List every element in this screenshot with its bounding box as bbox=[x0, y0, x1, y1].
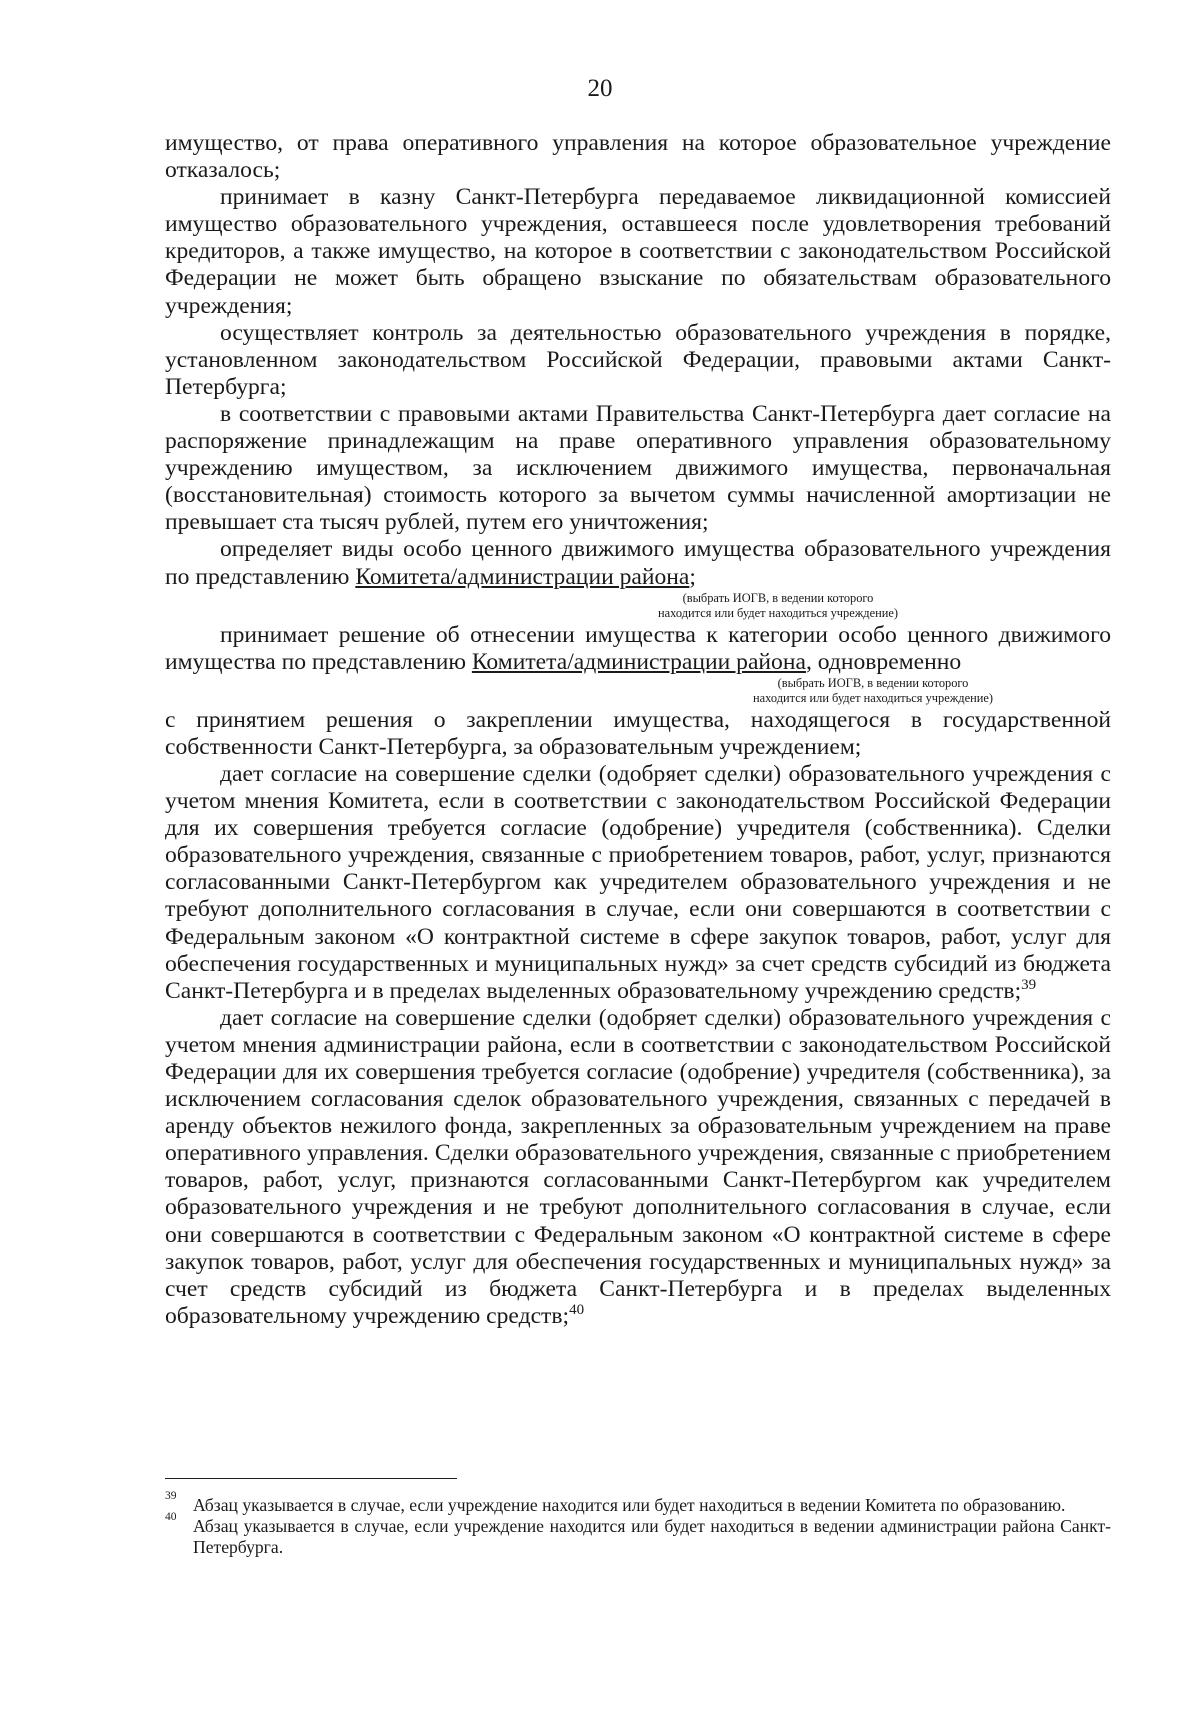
paragraph-deal-consent-administration bbox=[165, 1005, 1111, 1330]
paragraph-property-refused: имущество, от права оперативного управления на которое образовательное учреждение отказалось; bbox=[165, 130, 1111, 184]
placeholder-committee-administration: Комитета/администрации района bbox=[355, 563, 690, 590]
hint-line: находится или будет находиться учреждение) bbox=[658, 606, 898, 621]
paragraph-treasury-acceptance: принимает в казну Санкт-Петербурга передаваемое ликвидационной комиссией имущество образовательного учреждения, оставшееся после удовлетворения требований кредиторов, а также имущество, на которое в соответствии с законодательством Российской Федерации не может быть обращено взыскание по обязательствам образовательного учреждения; bbox=[165, 184, 1111, 319]
paragraph-text: определяет виды особо ценного движимого имущества образовательного учреждения по представлению bbox=[165, 536, 1111, 590]
paragraph-text: дает согласие на совершение сделки (одобряет сделки) образовательного учреждения с учетом мнения администрации района, если в соответствии с законодательством Российской Федерации для их совершения требуется согласие (одобрение) учредителя (собственника), за исключением согласования сделок образовательного учреждения, связанных с передачей в аренду объектов нежилого фонда, закрепленных за образовательным учреждением на праве оперативного управления. Сделки образовательного учреждения, связанные с приобретением товаров, работ, услуг, признаются согласованными Санкт-Петербургом как учредителем образовательного учреждения и не требуют дополнительного согласования в случае, если они совершаются в соответствии с Федеральным законом «О контрактной системе в сфере закупок товаров, работ, услуг для обеспечения государственных и муниципальных нужд» за счет средств субсидий из бюджета Санкт-Петербурга и в пределах выделенных образовательному учреждению средств; bbox=[165, 1004, 1111, 1329]
paragraph-text: , одновременно bbox=[805, 648, 962, 675]
footnote-number: 40 bbox=[165, 1511, 177, 1524]
paragraph-text: принимает решение об отнесении имущества к категории особо ценного движимого имущества по представлению bbox=[165, 621, 1111, 675]
footnote-text: Абзац указывается в случае, если учреждение находится или будет находиться в ведении Комитета по образованию. bbox=[193, 1495, 1066, 1515]
paragraph-category-decision bbox=[165, 622, 1111, 676]
footnote-reference: 40 bbox=[569, 1301, 585, 1318]
footnote-item bbox=[165, 1511, 1111, 1558]
placeholder-committee-administration: Комитета/администрации района bbox=[471, 648, 806, 675]
paragraph-text: дает согласие на совершение сделки (одобряет сделки) образовательного учреждения с учетом мнения Комитета, если в соответствии с законодательством Российской Федерации для их совершения требуется согласие (одобрение) учредителя (собственника). Сделки образовательного учреждения, связанные с приобретением товаров, работ, услуг, признаются согласованными Санкт-Петербургом как учредителем образовательного учреждения и не требуют дополнительного согласования в случае, если они совершаются в соответствии с Федеральным законом «О контрактной системе в сфере закупок товаров, работ, услуг для обеспечения государственных и муниципальных нужд» за счет средств субсидий из бюджета Санкт-Петербурга и в пределах выделенных образовательному учреждению средств; bbox=[165, 760, 1111, 1004]
footnote-item bbox=[165, 1490, 1111, 1516]
footnote-divider bbox=[165, 1478, 457, 1479]
placeholder-hint bbox=[165, 676, 1111, 707]
hint-line: находится или будет находиться учреждение) bbox=[753, 691, 993, 706]
paragraph-control: осуществляет контроль за деятельностью образовательного учреждения в порядке, установленном законодательством Российской Федерации, правовыми актами Санкт-Петербурга; bbox=[165, 319, 1111, 400]
paragraph-text: ; bbox=[689, 563, 696, 590]
paragraph-assignment-decision: с принятием решения о закреплении имущества, находящегося в государственной собственности Санкт-Петербурга, за образовательным учреждением; bbox=[165, 706, 1111, 760]
footnote-reference: 39 bbox=[1021, 976, 1037, 993]
paragraph-deal-consent-committee bbox=[165, 761, 1111, 1005]
hint-line: (выбрать ИОГВ, в ведении которого bbox=[682, 590, 874, 605]
page-number: 20 bbox=[587, 75, 613, 102]
paragraph-valuable-property-types bbox=[165, 536, 1111, 590]
paragraph-disposal-consent: в соответствии с правовыми актами Правительства Санкт-Петербурга дает согласие на распоряжение принадлежащим на праве оперативного управления образовательному учреждению имуществом, за исключением движимого имущества, первоначальная (восстановительная) стоимость которого за вычетом суммы начисленной амортизации не превышает ста тысяч рублей, путем его уничтожения; bbox=[165, 400, 1111, 536]
footnote-number: 39 bbox=[165, 1490, 177, 1502]
footnotes bbox=[165, 1490, 1111, 1559]
footnote-text: Абзац указывается в случае, если учреждение находится или будет находиться в ведении администрации района Санкт-Петербурга. bbox=[193, 1516, 1111, 1558]
placeholder-hint bbox=[165, 591, 1111, 622]
hint-line: (выбрать ИОГВ, в ведении которого bbox=[777, 675, 969, 690]
document-body bbox=[165, 130, 1111, 1330]
